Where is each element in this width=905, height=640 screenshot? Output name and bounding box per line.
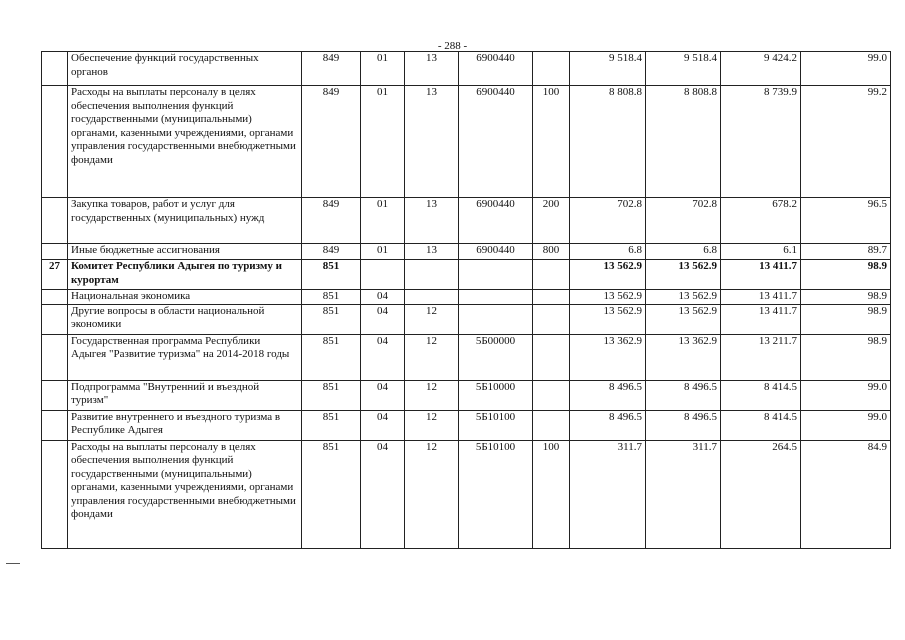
- execution-percent: 98.9: [801, 260, 891, 290]
- row-number: [42, 244, 68, 260]
- admin-code: 849: [302, 52, 361, 86]
- table-row: [42, 410, 891, 440]
- row-number: [42, 198, 68, 244]
- revised-amount: 311.7: [646, 440, 721, 548]
- row-number: [42, 334, 68, 380]
- approved-amount: 13 562.9: [570, 260, 646, 290]
- target-article: 5Б10100: [459, 440, 533, 548]
- table-row: [42, 260, 891, 290]
- executed-amount: 6.1: [721, 244, 801, 260]
- approved-amount: 8 808.8: [570, 86, 646, 198]
- section-code: 01: [361, 52, 405, 86]
- execution-percent: 84.9: [801, 440, 891, 548]
- revised-amount: 9 518.4: [646, 52, 721, 86]
- row-number: [42, 410, 68, 440]
- approved-amount: 8 496.5: [570, 380, 646, 410]
- revised-amount: 8 496.5: [646, 410, 721, 440]
- row-number: [42, 86, 68, 198]
- table-row: [42, 244, 891, 260]
- executed-amount: 13 411.7: [721, 290, 801, 305]
- table-row: [42, 198, 891, 244]
- table-row: [42, 334, 891, 380]
- expense-type: 200: [533, 198, 570, 244]
- item-name: Закупка товаров, работ и услуг для государственных (муниципальных) нужд: [68, 198, 302, 244]
- approved-amount: 702.8: [570, 198, 646, 244]
- expense-type: [533, 304, 570, 334]
- executed-amount: 8 414.5: [721, 380, 801, 410]
- target-article: 6900440: [459, 52, 533, 86]
- admin-code: 849: [302, 198, 361, 244]
- expense-type: [533, 260, 570, 290]
- revised-amount: 6.8: [646, 244, 721, 260]
- section-code: 04: [361, 334, 405, 380]
- target-article: [459, 304, 533, 334]
- section-code: 01: [361, 86, 405, 198]
- executed-amount: 13 211.7: [721, 334, 801, 380]
- row-number: [42, 440, 68, 548]
- target-article: [459, 260, 533, 290]
- execution-percent: 98.9: [801, 334, 891, 380]
- execution-percent: 99.2: [801, 86, 891, 198]
- section-code: 01: [361, 198, 405, 244]
- revised-amount: 8 496.5: [646, 380, 721, 410]
- section-code: 04: [361, 304, 405, 334]
- budget-table: [41, 51, 891, 549]
- revised-amount: 8 808.8: [646, 86, 721, 198]
- target-article: 6900440: [459, 86, 533, 198]
- approved-amount: 13 562.9: [570, 290, 646, 305]
- approved-amount: 311.7: [570, 440, 646, 548]
- admin-code: 849: [302, 86, 361, 198]
- execution-percent: 98.9: [801, 290, 891, 305]
- target-article: 6900440: [459, 198, 533, 244]
- revised-amount: 13 562.9: [646, 290, 721, 305]
- executed-amount: 678.2: [721, 198, 801, 244]
- subsection-code: 13: [405, 52, 459, 86]
- expense-type: [533, 410, 570, 440]
- expense-type: [533, 52, 570, 86]
- subsection-code: 12: [405, 304, 459, 334]
- edge-mark: [6, 563, 20, 564]
- executed-amount: 8 739.9: [721, 86, 801, 198]
- execution-percent: 99.0: [801, 380, 891, 410]
- executed-amount: 13 411.7: [721, 304, 801, 334]
- target-article: [459, 290, 533, 305]
- executed-amount: 9 424.2: [721, 52, 801, 86]
- item-name: Развитие внутреннего и въездного туризма в Республике Адыгея: [68, 410, 302, 440]
- table-row: [42, 86, 891, 198]
- item-name: Другие вопросы в области национальной экономики: [68, 304, 302, 334]
- admin-code: 851: [302, 260, 361, 290]
- section-code: [361, 260, 405, 290]
- target-article: 5Б10000: [459, 380, 533, 410]
- executed-amount: 264.5: [721, 440, 801, 548]
- subsection-code: 12: [405, 410, 459, 440]
- table-row: [42, 304, 891, 334]
- subsection-code: 12: [405, 380, 459, 410]
- admin-code: 849: [302, 244, 361, 260]
- expense-type: [533, 334, 570, 380]
- subsection-code: [405, 260, 459, 290]
- approved-amount: 9 518.4: [570, 52, 646, 86]
- admin-code: 851: [302, 380, 361, 410]
- executed-amount: 8 414.5: [721, 410, 801, 440]
- subsection-code: 13: [405, 198, 459, 244]
- execution-percent: 99.0: [801, 410, 891, 440]
- revised-amount: 13 562.9: [646, 304, 721, 334]
- item-name: Подпрограмма "Внутренний и въездной туризм": [68, 380, 302, 410]
- section-code: 04: [361, 380, 405, 410]
- executed-amount: 13 411.7: [721, 260, 801, 290]
- item-name: Иные бюджетные ассигнования: [68, 244, 302, 260]
- subsection-code: [405, 290, 459, 305]
- revised-amount: 702.8: [646, 198, 721, 244]
- admin-code: 851: [302, 440, 361, 548]
- row-number: [42, 290, 68, 305]
- expense-type: [533, 380, 570, 410]
- item-name: Расходы на выплаты персоналу в целях обеспечения выполнения функций государственными (муниципальными) органами, казенными учреждениями, органами управления государственными внебюджетными фондами: [68, 440, 302, 548]
- target-article: 5Б10100: [459, 410, 533, 440]
- execution-percent: 99.0: [801, 52, 891, 86]
- subsection-code: 13: [405, 86, 459, 198]
- section-code: 04: [361, 290, 405, 305]
- section-code: 04: [361, 440, 405, 548]
- approved-amount: 8 496.5: [570, 410, 646, 440]
- subsection-code: 12: [405, 334, 459, 380]
- subsection-code: 13: [405, 244, 459, 260]
- table-row: [42, 52, 891, 86]
- table-row: [42, 290, 891, 305]
- section-code: 01: [361, 244, 405, 260]
- item-name: Расходы на выплаты персоналу в целях обеспечения выполнения функций государственными (муниципальными) органами, казенными учреждениями, органами управления государственными внебюджетными фондами: [68, 86, 302, 198]
- expense-type: 800: [533, 244, 570, 260]
- admin-code: 851: [302, 410, 361, 440]
- row-number: [42, 304, 68, 334]
- expense-type: 100: [533, 440, 570, 548]
- admin-code: 851: [302, 290, 361, 305]
- execution-percent: 96.5: [801, 198, 891, 244]
- row-number: 27: [42, 260, 68, 290]
- target-article: 6900440: [459, 244, 533, 260]
- table-row: [42, 380, 891, 410]
- page-number: - 288 -: [437, 40, 468, 52]
- item-name: Государственная программа Республики Адыгея "Развитие туризма" на 2014-2018 годы: [68, 334, 302, 380]
- target-article: 5Б00000: [459, 334, 533, 380]
- admin-code: 851: [302, 334, 361, 380]
- table-row: [42, 440, 891, 548]
- revised-amount: 13 362.9: [646, 334, 721, 380]
- execution-percent: 98.9: [801, 304, 891, 334]
- admin-code: 851: [302, 304, 361, 334]
- item-name: Обеспечение функций государственных органов: [68, 52, 302, 86]
- row-number: [42, 52, 68, 86]
- expense-type: [533, 290, 570, 305]
- approved-amount: 6.8: [570, 244, 646, 260]
- item-name: Национальная экономика: [68, 290, 302, 305]
- subsection-code: 12: [405, 440, 459, 548]
- section-code: 04: [361, 410, 405, 440]
- item-name: Комитет Республики Адыгея по туризму и курортам: [68, 260, 302, 290]
- approved-amount: 13 362.9: [570, 334, 646, 380]
- revised-amount: 13 562.9: [646, 260, 721, 290]
- execution-percent: 89.7: [801, 244, 891, 260]
- expense-type: 100: [533, 86, 570, 198]
- row-number: [42, 380, 68, 410]
- approved-amount: 13 562.9: [570, 304, 646, 334]
